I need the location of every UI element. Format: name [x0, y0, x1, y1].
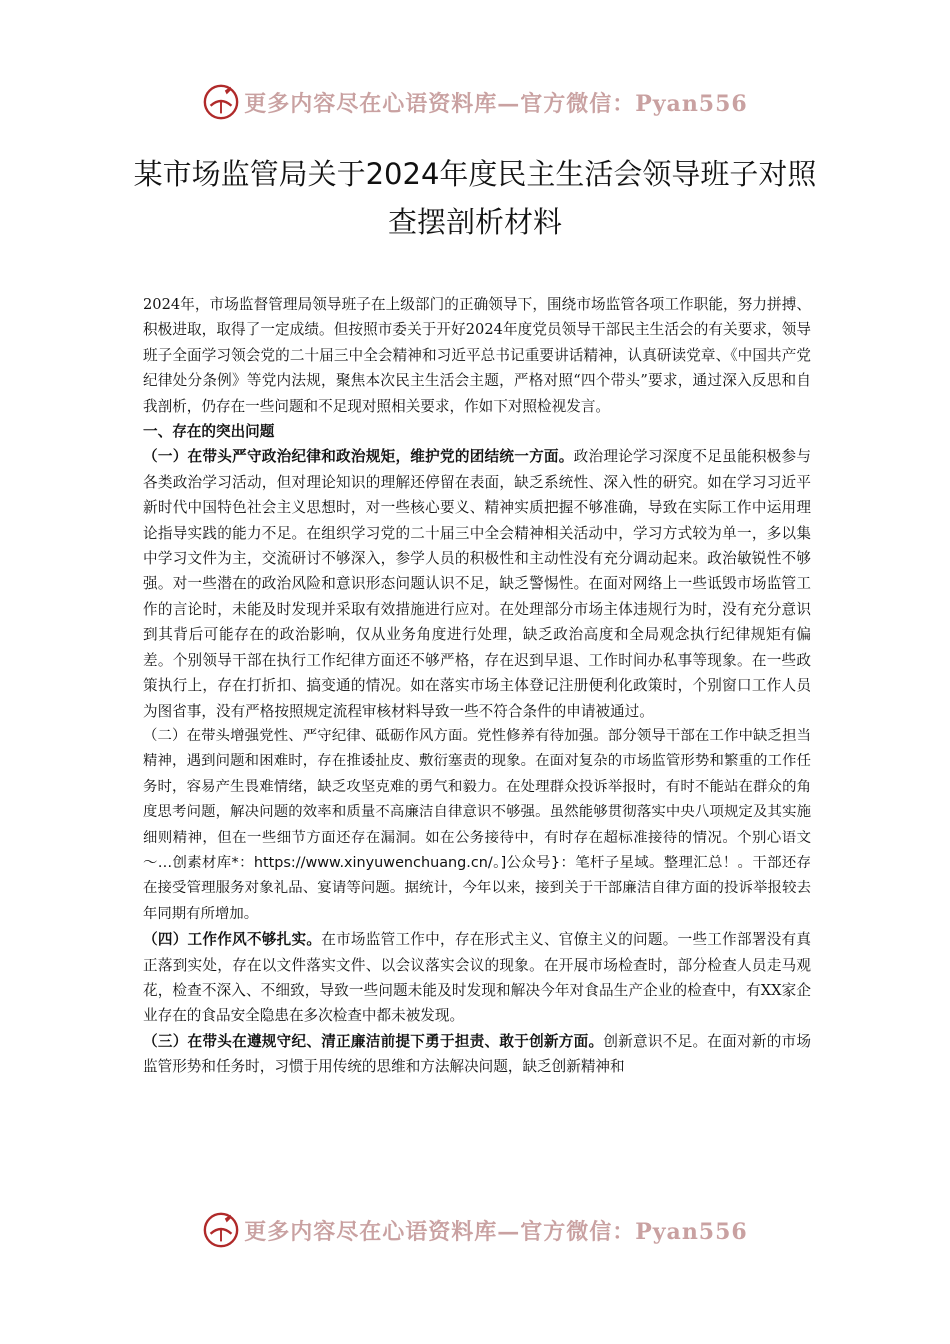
- book-pen-logo-icon: [202, 1211, 240, 1249]
- intro-paragraph: 2024年，市场监督管理局领导班子在上级部门的正确领导下，围绕市场监管各项工作职能，努力拼搏、积极进取，取得了一定成绩。但按照市委关于开好2024年度党员领导干部民主生活会的有关要求，领导班子全面学习领会党的二十届三中全会精神和习近平总书记重要讲话精神，认真研读党章、《中国共产党纪律处分条例》等党内法规，聚焦本次民主生活会主题，严格对照“四个带头”要求，通过深入反思和自我剖析，仍存在一些问题和不足现对照相关要求，作如下对照检视发言。: [143, 296, 811, 415]
- paragraph-1: [143, 444, 811, 723]
- paragraph-2: （二）在带头增强党性、严守纪律、砥砺作风方面。党性修养有待加强。部分领导干部在工作中缺乏担当精神，遇到问题和困难时，存在推诿扯皮、敷衍塞责的现象。在面对复杂的市场监管形势和繁重的工作任务时，容易产生畏难情绪，缺乏攻坚克难的勇气和毅力。在处理群众投诉举报时，有时不能站在群众的角度思考问题，解决问题的效率和质量不高廉洁自律意识不够强。虽然能够贯彻落实中央八项规定及其实施细则精神，但在一些细节方面还存在漏洞。如在公务接待中，有时存在超标准接待的情况。个别心语文～…创素材库*：https://www.xinyuwenchuang.cn/。]公众号}：笔杆子星域。整理汇总！。干部还存在接受管理服务对象礼品、宴请等问题。据统计，今年以来，接到关于干部廉洁自律方面的投诉举报较去年同期有所增加。: [143, 727, 811, 922]
- footer-banner: [0, 1208, 950, 1252]
- paragraph-1-body: 政治理论学习深度不足虽能积极参与各类政治学习活动，但对理论知识的理解还停留在表面，缺乏系统性、深入性的研究。如在学习习近平新时代中国特色社会主义思想时，对一些核心要义、精神实质把握不够准确，导致在实际工作中运用理论指导实践的能力不足。在组织学习党的二十届三中全会精神相关活动中，学习方式较为单一，多以集中学习文件为主，交流研讨不够深入，参学人员的积极性和主动性没有充分调动起来。政治敏锐性不够强。对一些潜在的政治风险和意识形态问题认识不足，缺乏警惕性。在面对网络上一些诋毁市场监管工作的言论时，未能及时发现并采取有效措施进行应对。在处理部分市场主体违规行为时，没有充分意识到其背后可能存在的政治影响，仅从业务角度进行处理，缺乏政治高度和全局观念执行纪律规矩有偏差。个别领导干部在执行工作纪律方面还不够严格，存在迟到早退、工作时间办私事等现象。在一些政策执行上，存在打折扣、搞变通的情况。如在落实市场主体登记注册便利化政策时，个别窗口工作人员为图省事，没有严格按照规定流程审核材料导致一些不符合条件的申请被通过。: [143, 448, 811, 720]
- banner-text: 更多内容尽在心语资料库—官方微信：Pyan556: [244, 1218, 748, 1245]
- section-heading: 一、存在的突出问题: [143, 423, 275, 441]
- document-body: [143, 292, 811, 1080]
- paragraph-3-heading: （四）工作作风不够扎实。: [143, 931, 322, 949]
- paragraph-4: [143, 1029, 811, 1080]
- document-title: 某市场监管局关于2024年度民主生活会领导班子对照查摆剖析材料: [133, 157, 817, 239]
- paragraph-1-heading: （一）在带头严守政治纪律和政治规矩，维护党的团结统一方面。: [143, 448, 574, 466]
- paragraph-3: [143, 927, 811, 1029]
- header-banner: [0, 80, 950, 124]
- paragraph-3-body: 在市场监管工作中，存在形式主义、官僚主义的问题。一些工作部署没有真正落到实处，存在以文件落实文件、以会议落实会议的现象。在开展市场检查时，部分检查人员走马观花，检查不深入、不细致，导致一些问题未能及时发现和解决今年对食品生产企业的检查中，有XX家企业存在的食品安全隐患在多次检查中都未被发现。: [143, 931, 811, 1025]
- paragraph-4-heading: （三）在带头在遵规守纪、清正廉洁前提下勇于担责、敢于创新方面。: [143, 1032, 604, 1050]
- banner-text: 更多内容尽在心语资料库—官方微信：Pyan556: [244, 90, 748, 117]
- paragraph-4-body: 创新意识不足。在面对新的市场监管形势和任务时，习惯于用传统的思维和方法解决问题，缺乏创新精神和: [143, 1032, 811, 1076]
- book-pen-logo-icon: [202, 83, 240, 121]
